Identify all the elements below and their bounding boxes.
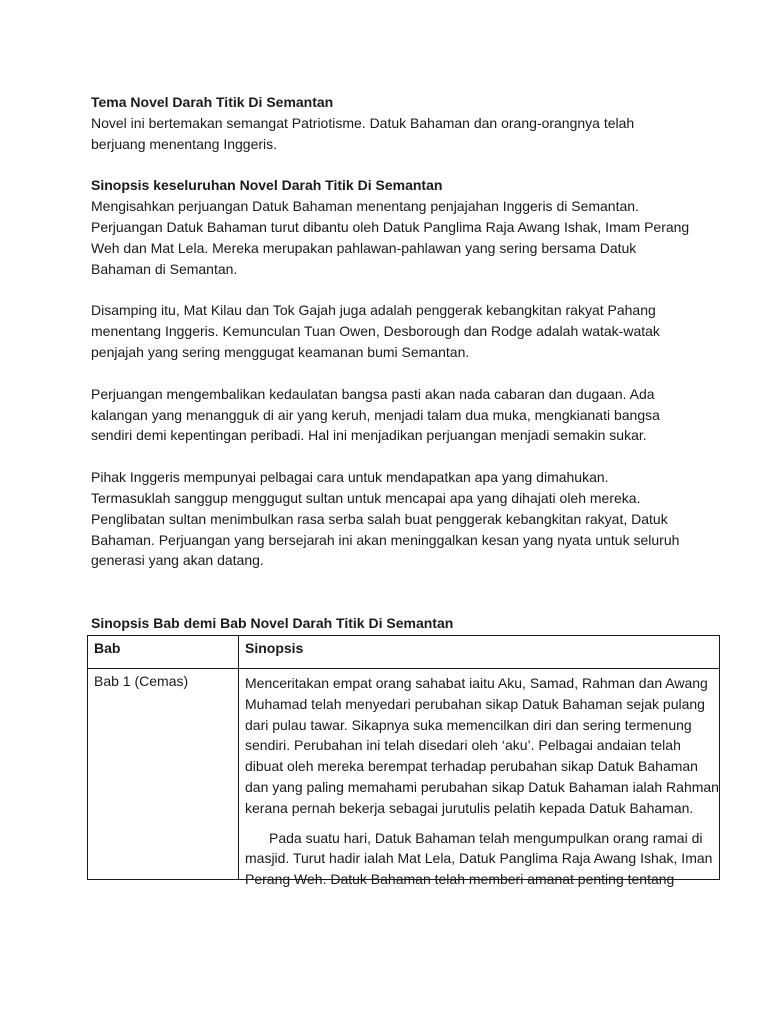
sinopsis-line: Termasuklah sanggup menggugut sultan untuk mencapai apa yang dihajati oleh mereka. [91, 489, 641, 506]
sinopsis-cell [239, 669, 720, 888]
sinopsis-line: Pihak Inggeris mempunyai pelbagai cara untuk mendapatkan apa yang dimahukan. [91, 469, 609, 486]
sinopsis-cell-line: Menceritakan empat orang sahabat iaitu Aku, Samad, Rahman dan Awang [245, 675, 708, 691]
sinopsis-section [91, 175, 731, 571]
column-header-sinopsis: Sinopsis [239, 636, 720, 669]
sinopsis-cell-line: masjid. Turut hadir ialah Mat Lela, Datuk Panglima Raja Awang Ishak, Iman [245, 850, 713, 867]
sinopsis-cell-line: dari pulau tawar. Sikapnya suka memencilkan diri dan sering termenung [245, 716, 692, 733]
table-header-row [88, 636, 720, 669]
column-header-bab: Bab [88, 636, 239, 669]
bab-label: Bab 1 (Cemas) [94, 673, 189, 689]
tema-line: berjuang menentang Inggeris. [91, 135, 278, 152]
sinopsis-line: Perjuangan mengembalikan kedaulatan bangsa pasti akan nada cabaran dan dugaan. Ada [91, 385, 655, 402]
sinopsis-heading: Sinopsis keseluruhan Novel Darah Titik Di Semantan [91, 177, 443, 194]
sinopsis-line: Penglibatan sultan menimbulkan rasa serba salah buat penggerak kebangkitan rakyat, Datuk [91, 510, 668, 527]
sinopsis-line: sendiri demi kepentingan peribadi. Hal ini menjadikan perjuangan menjadi semakin sukar. [91, 427, 647, 444]
sinopsis-line: Disamping itu, Mat Kilau dan Tok Gajah juga adalah penggerak kebangkitan rakyat Pahang [91, 302, 656, 319]
tema-line: Novel ini bertemakan semangat Patriotisme. Datuk Bahaman dan orang-orangnya telah [91, 114, 635, 131]
sinopsis-cell-line: dan yang paling memahami perubahan sikap Datuk Bahaman ialah Rahman [245, 778, 719, 795]
sinopsis-cell-line: sendiri. Perubahan ini telah disedari oleh ‘aku’. Pelbagai andaian telah [245, 737, 681, 754]
tema-heading: Tema Novel Darah Titik Di Semantan [91, 94, 334, 110]
sinopsis-cell-line: kerana pernah bekerja sebagai jurutulis pelatih kepada Datuk Bahaman. [245, 799, 694, 816]
sinopsis-line: Mengisahkan perjuangan Datuk Bahaman menentang penjajahan Inggeris di Semantan. [91, 198, 639, 215]
bab-table-title: Sinopsis Bab demi Bab Novel Darah Titik Di Semantan [91, 615, 454, 632]
sinopsis-line: Bahaman. Perjuangan yang bersejarah ini akan meninggalkan kesan yang nyata untuk seluruh [91, 531, 680, 548]
tema-section [91, 92, 731, 154]
sinopsis-cell-line: Perang Weh. Datuk Bahaman telah memberi amanat penting tentang [245, 871, 675, 888]
bab-cell [88, 669, 239, 880]
document-body [91, 92, 731, 633]
sinopsis-cell-line: dibuat oleh mereka berempat terhadap perubahan sikap Datuk Bahaman [245, 758, 698, 775]
sinopsis-cell-line: Muhamad telah menyedari perubahan sikap Datuk Bahaman sejak pulang [245, 695, 705, 712]
sinopsis-table [87, 635, 720, 888]
sinopsis-line: generasi yang akan datang. [91, 552, 264, 569]
table-row [88, 669, 720, 880]
sinopsis-line: menentang Inggeris. Kemunculan Tuan Owen, Desborough dan Rodge adalah watak-watak [91, 323, 660, 340]
sinopsis-line: penjajah yang sering menggugat keamanan bumi Semantan. [91, 343, 470, 360]
sinopsis-line: Perjuangan Datuk Bahaman turut dibantu oleh Datuk Panglima Raja Awang Ishak, Imam Perang [91, 218, 690, 235]
sinopsis-line: Weh dan Mat Lela. Mereka merupakan pahlawan-pahlawan yang sering bersama Datuk [91, 239, 637, 256]
sinopsis-cell-line: Pada suatu hari, Datuk Bahaman telah mengumpulkan orang ramai di [269, 829, 703, 846]
sinopsis-line: Bahaman di Semantan. [91, 260, 238, 277]
sinopsis-line: kalangan yang menangguk di air yang keruh, menjadi talam dua muka, mengkianati bangsa [91, 406, 660, 423]
